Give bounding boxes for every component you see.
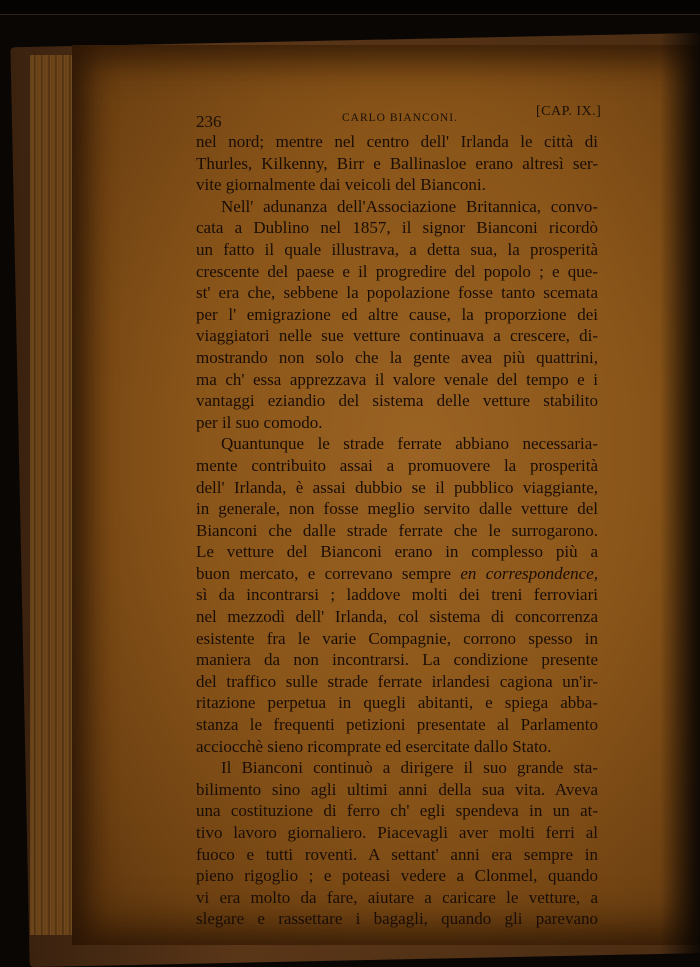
line-text: sì da incontrarsi ; laddove molti dei treni ferroviari	[196, 585, 598, 605]
chapter-reference: [CAP. IX.]	[536, 104, 602, 119]
text-line	[196, 671, 598, 693]
line-text: vite giornalmente dai veicoli del Bianconi.	[196, 175, 486, 195]
running-title: CARLO BIANCONI.	[342, 112, 458, 124]
top-border	[0, 0, 700, 15]
text-line	[196, 261, 598, 283]
line-text: per il suo comodo.	[196, 412, 323, 432]
text-line	[196, 282, 598, 304]
text-line	[196, 304, 598, 326]
line-text: nel mezzodì dell' Irlanda, col sistema di concorrenza	[196, 607, 598, 627]
line-text: mostrando non solo che la gente avea più quattrini,	[196, 347, 598, 367]
line-text: ritazione perpetua in quegli abitanti, e spiega abba-	[196, 693, 598, 713]
text-line	[196, 174, 598, 196]
text-line	[196, 131, 598, 153]
text-line	[196, 325, 598, 347]
line-text: dell' Irlanda, è assai dubbio se il pubblico viaggiante,	[196, 477, 598, 497]
text-line	[196, 412, 598, 434]
line-text: pieno rigoglio ; e poteasi vedere a Clonmel, quando	[196, 866, 598, 886]
text-line	[196, 584, 598, 606]
line-text: buon mercato, e correvano sempre	[196, 563, 452, 583]
line-text: acciocchè sieno ricomprate ed esercitate dallo Stato.	[196, 736, 552, 756]
line-text: tivo lavoro giornaliero. Piacevagli aver molti ferri al	[196, 823, 598, 842]
italic-phrase: en correspondence,	[460, 563, 598, 583]
line-text: Quantunque le strade ferrate abbiano necessaria-	[221, 434, 598, 454]
line-text: cata a Dublino nel 1857, il signor Bianconi ricordò	[196, 218, 598, 238]
text-line	[196, 757, 598, 779]
line-text: per l' emigrazione ed altre cause, la proporzione dei	[196, 304, 598, 324]
text-line	[196, 520, 598, 542]
line-text: Thurles, Kilkenny, Birr e Ballinasloe erano altresì ser-	[196, 153, 598, 173]
line-text: del traffico sulle strade ferrate irlandesi cagiona un'ir-	[196, 671, 598, 691]
line-text: st' era che, sebbene la popolazione fosse tanto scemata	[196, 283, 598, 303]
text-line	[196, 844, 598, 866]
line-text: in generale, non fosse meglio servito dalle vetture del	[196, 499, 598, 519]
text-line	[196, 649, 598, 671]
text-line	[196, 541, 598, 563]
text-line	[196, 390, 598, 412]
text-line	[196, 692, 598, 714]
text-line	[196, 606, 598, 628]
line-text: crescente del paese e il progredire del popolo ; e que-	[196, 261, 598, 281]
text-line	[196, 477, 598, 499]
line-text: viaggiatori nelle sue vetture continuava a crescere, di-	[196, 326, 598, 346]
text-line	[196, 455, 598, 477]
line-text: fuoco e tutti roventi. A settant' anni era sempre in	[196, 844, 598, 864]
line-text: maniera da non incontrarsi. La condizione presente	[196, 650, 598, 670]
page-number: 236	[196, 112, 222, 131]
line-text: Il Bianconi continuò a dirigere il suo grande sta-	[221, 758, 598, 778]
text-line	[196, 153, 598, 175]
text-line	[196, 239, 598, 261]
line-text: vi era molto da fare, aiutare a caricare le vetture, a	[196, 887, 598, 907]
text-line	[196, 217, 598, 239]
line-text: ma ch' essa apprezzava il valore venale del tempo e i	[196, 369, 598, 389]
text-line	[196, 800, 598, 822]
line-text: Le vetture del Bianconi erano in complesso più a	[196, 542, 598, 562]
text-line	[196, 563, 598, 585]
line-text: Bianconi che dalle strade ferrate che le surrogarono.	[196, 520, 598, 540]
text-line	[196, 865, 598, 887]
line-text: Nell' adunanza dell'Associazione Britannica, convo-	[221, 196, 598, 216]
body-text	[196, 131, 598, 930]
line-text: un fatto il quale illustrava, a detta sua, la prosperità	[196, 239, 598, 259]
line-text: esistente fra le varie Compagnie, corrono spesso in	[196, 628, 598, 648]
text-line	[196, 822, 598, 844]
line-text: bilimento sino agli ultimi anni della sua vita. Aveva	[196, 779, 598, 799]
line-text: slegare e rassettare i bagagli, quando gli parevano	[196, 909, 598, 929]
text-line	[196, 347, 598, 369]
text-line	[196, 908, 598, 930]
text-line	[196, 628, 598, 650]
text-line	[196, 498, 598, 520]
right-shadow	[660, 20, 700, 960]
text-line	[196, 779, 598, 801]
text-line	[196, 196, 598, 218]
text-line	[196, 736, 598, 758]
line-text: nel nord; mentre nel centro dell' Irlanda le città di	[196, 132, 598, 151]
text-line	[196, 433, 598, 455]
line-text: una costituzione di ferro ch' egli spendeva in un at-	[196, 801, 598, 821]
text-line	[196, 714, 598, 736]
line-text: stanza le frequenti petizioni presentate al Parlamento	[196, 715, 598, 735]
running-header	[196, 104, 616, 130]
line-text: mente contribuito assai a promuovere la prosperità	[196, 455, 598, 475]
text-line	[196, 887, 598, 909]
line-text: vantaggi eziandio del sistema delle vetture stabilito	[196, 391, 598, 411]
text-line	[196, 369, 598, 391]
